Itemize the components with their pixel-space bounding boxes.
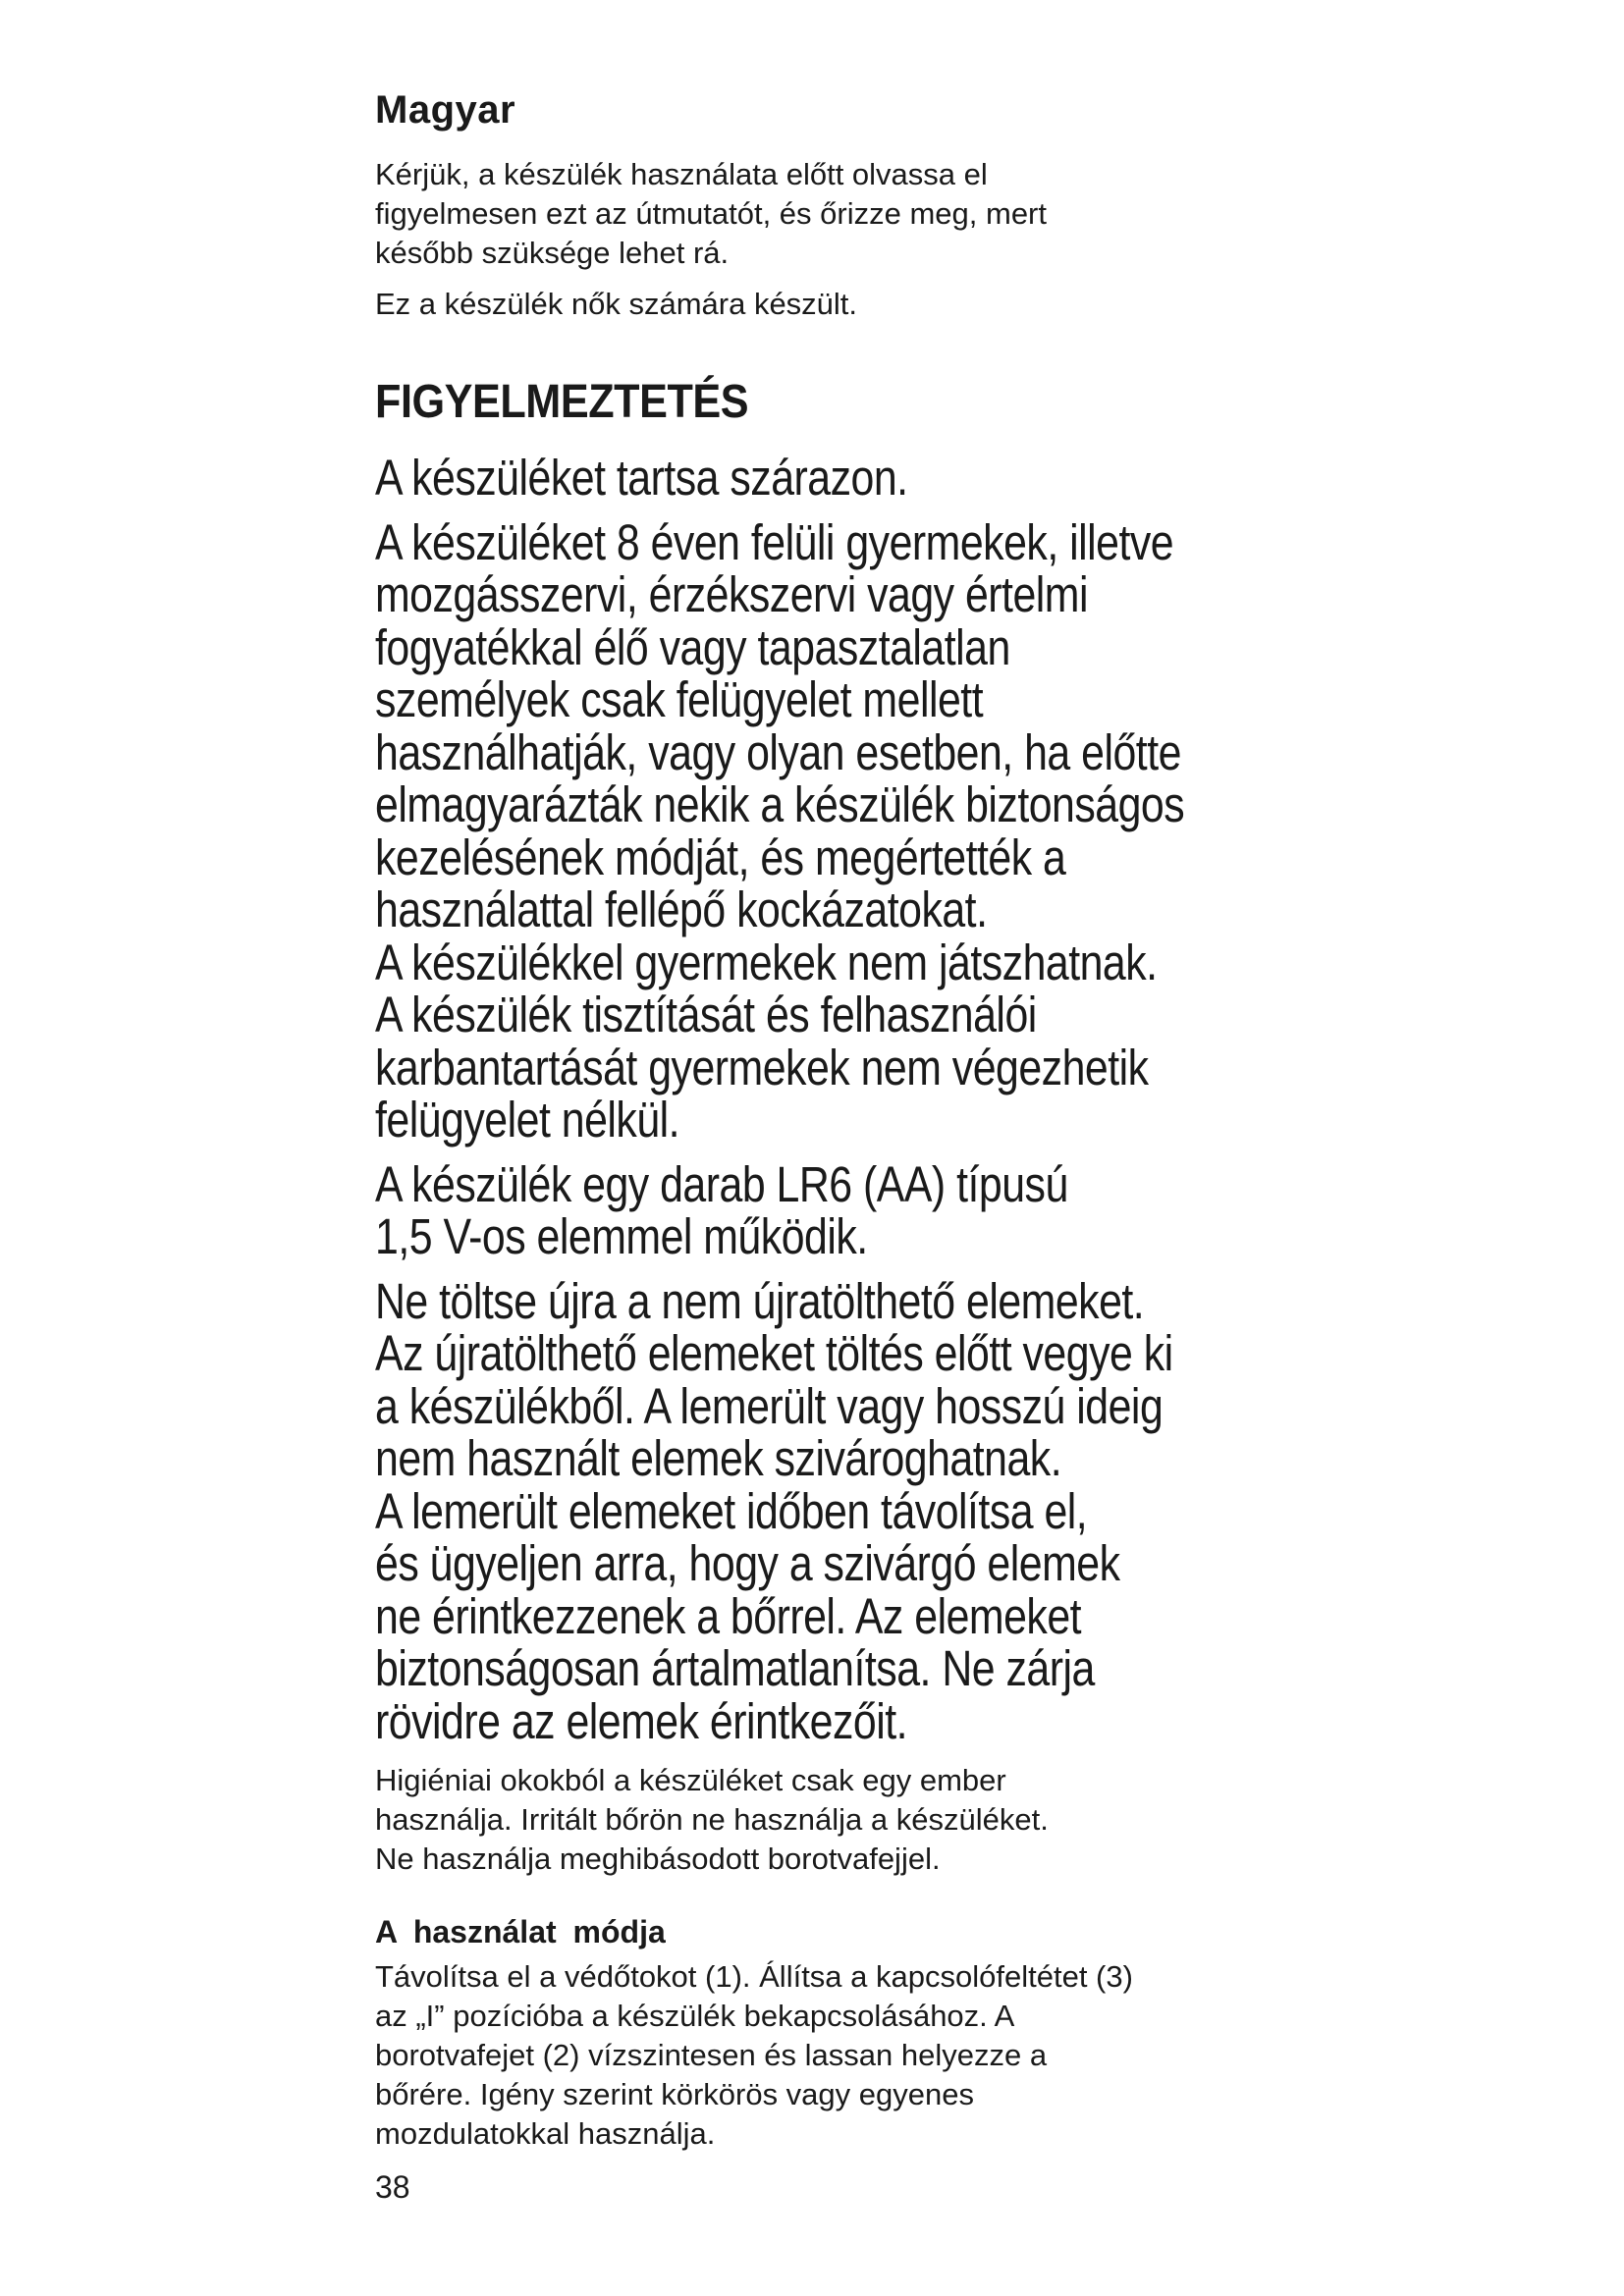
manual-page [375,86,1357,2207]
warning-battery-paragraph: A készülék egy darab LR6 (AA) típusú 1,5 V-os elemmel működik. [375,1155,1068,1264]
usage-paragraph: Távolítsa el a védőtokot (1). Állítsa a kapcsolófeltétet (3) az „I” pozícióba a készülék bekapcsolásához. A borotvafejet (2) vízszintesen és lassan helyezze a bőrére. Igény szerint körkörös vagy egyenes mozdulatokkal használja. [375,1959,1133,2151]
warning-children-paragraph: A készüléket 8 éven felüli gyermekek, illetve mozgásszervi, érzékszervi vagy értelmi fogyatékkal élő vagy tapasztalatlan személyek csak felügyelet mellett használhatják, vagy olyan esetben, ha előtte elmagyarázták nekik a készülék biztonságos kezelésének módját, és megértették a használattal fellépő kockázatokat. A készülékkel gyermekek nem játszhatnak. A készülék tisztítását és felhasználói karbantartását gyermekek nem végezhetik felügyelet nélkül. [375,513,1185,1148]
intended-use-paragraph: Ez a készülék nők számára készült. [375,287,858,321]
hygiene-paragraph: Higiéniai okokból a készüléket csak egy ember használja. Irritált bőrön ne használja a készüléket. Ne használja meghibásodott borotvafejjel. [375,1763,1049,1876]
warning-recharge-paragraph: Ne töltse újra a nem újratölthető elemeket. Az újratölthető elemeket töltés előtt vegye ki a készülékből. A lemerült vagy hosszú ideig nem használt elemek szivároghatnak. A lemerült elemeket időben távolítsa el, és ügyeljen arra, hogy a szivárgó elemek ne érintkezzenek a bőrrel. Az elemeket biztonságosan ártalmatlanítsa. Ne zárja rövidre az elemek érintkezőit. [375,1272,1173,1749]
warning-heading: FIGYELMEZTETÉS [375,376,749,428]
intro-paragraph: Kérjük, a készülék használata előtt olvassa el figyelmesen ezt az útmutatót, és őrizze meg, mert később szüksége lehet rá. [375,157,1047,270]
language-heading: Magyar [375,88,516,132]
usage-heading: A használat módja [375,1914,666,1949]
page-number: 38 [375,2169,410,2205]
warning-dry-paragraph: A készüléket tartsa szárazon. [375,450,908,506]
